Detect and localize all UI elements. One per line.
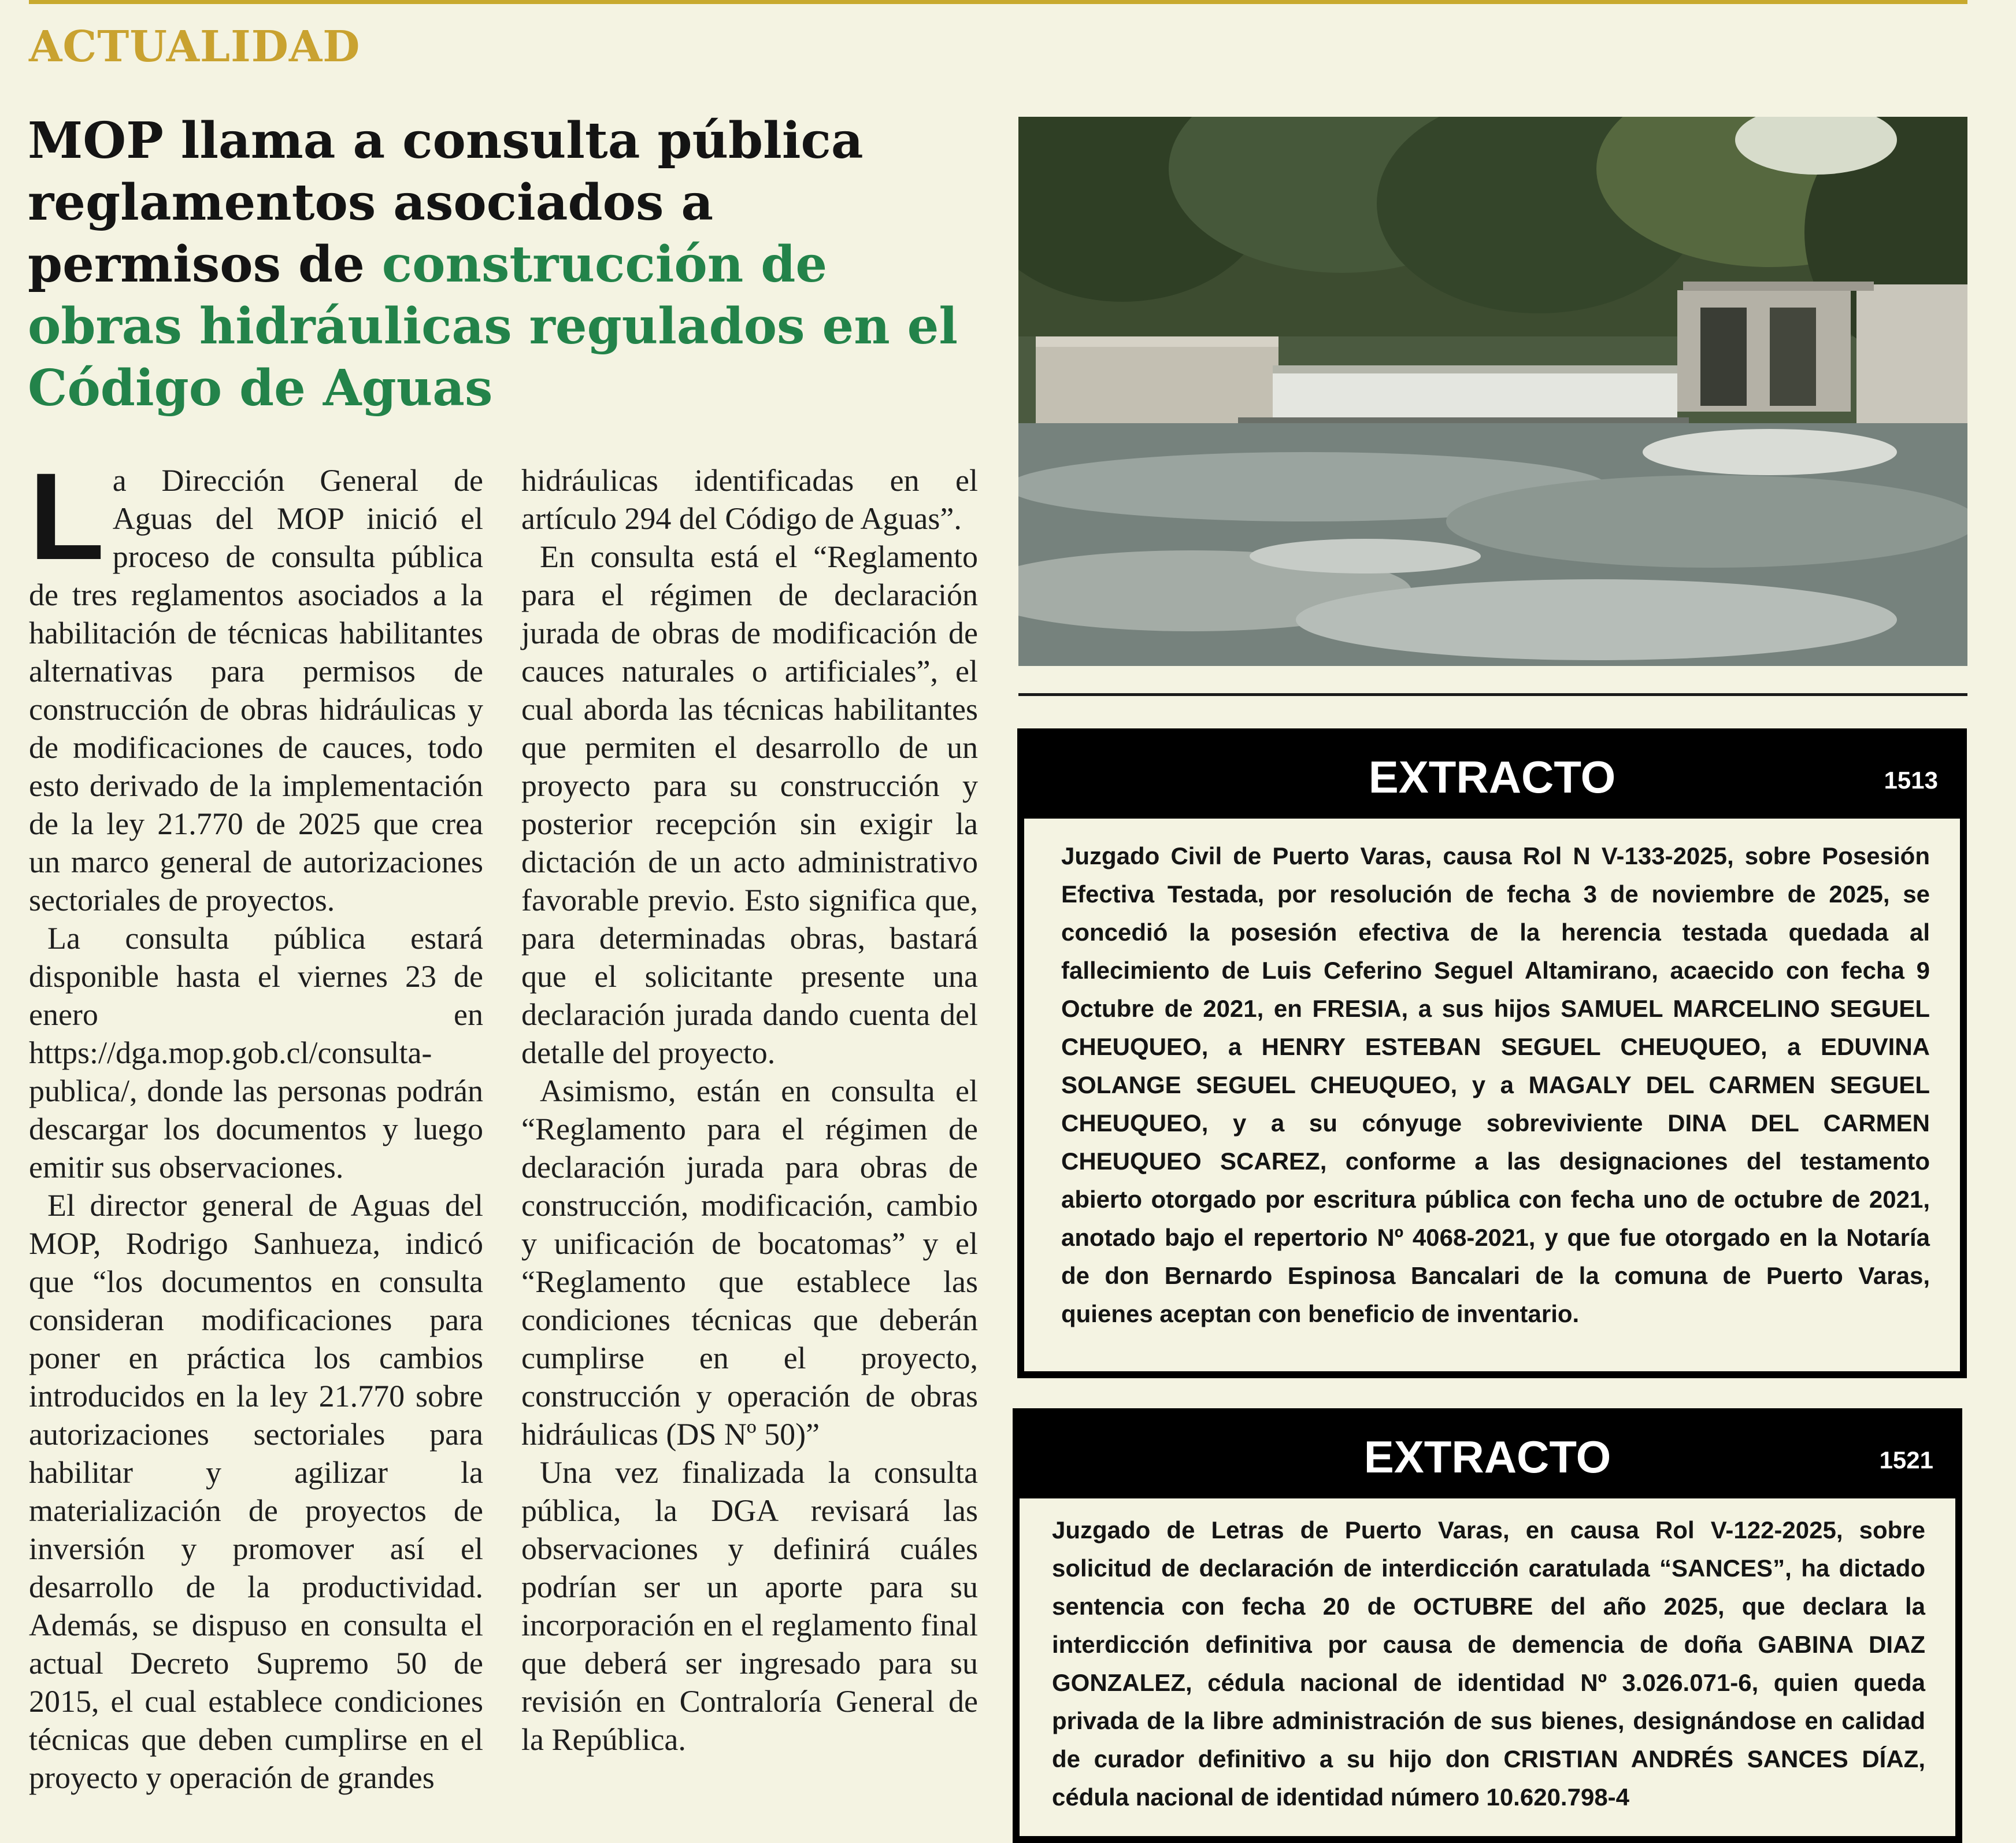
extracto-number: 1521 [1879, 1446, 1933, 1474]
article-paragraph: El director general de Aguas del MOP, Rodrigo Sanhueza, indicó que “los documentos en consulta consideran modificaciones para poner en práctica los cambios introducidos en la ley 21.770 sobre autorizaciones sectoriales para habilitar y agilizar la materialización de proyectos de inversión y promover así el desarrollo de la productividad. Además, se dispuso en consulta el actual Decreto Supremo 50 de 2015, el cual establece condiciones técnicas que deben cumplirse en el proyecto y operación de grandes [29, 1188, 483, 1795]
extracto-title: EXTRACTO [1363, 1431, 1611, 1482]
section-label: ACTUALIDAD [29, 22, 361, 72]
drop-cap: L [29, 447, 105, 586]
extracto-number: 1513 [1884, 767, 1938, 794]
extracto-text: Juzgado de Letras de Puerto Varas, en causa Rol V-122-2025, sobre solicitud de declaración de interdicción caratulada “SANCES”, ha dictado sentencia con fecha 20 de OCTUBRE del año 2025, que declara la interdicción definitiva por causa de demencia de doña GABINA DIAZ GONZALEZ, cédula nacional de identidad Nº 3.026.071-6, quien queda privada de la libre administración de sus bienes, designándose en calidad de curador definitivo a su hijo don CRISTIAN ANDRÉS SANCES DÍAZ, cédula nacional de identidad número 10.620.798-4 [1052, 1516, 1925, 1811]
extracto-text: Juzgado Civil de Puerto Varas, causa Rol N V-133-2025, sobre Posesión Efectiva Testada, por resolución de fecha 3 de noviembre de 2025, se concedió la posesión efectiva de la herencia testada quedada al fallecimiento de Luis Ceferino Seguel Altamirano, acaecido con fecha 9 Octubre de 2021, en FRESIA, a sus hijos SAMUEL MARCELINO SEGUEL CHEUQUEO, a HENRY ESTEBAN SEGUEL CHEUQUEO, a EDUVINA SOLANGE SEGUEL CHEUQUEO, y a MAGALY DEL CARMEN SEGUEL CHEUQUEO, y a su cónyuge sobreviviente DINA DEL CARMEN CHEUQUEO SCAREZ, conforme a las designaciones del testamento abierto otorgado por escritura pública con fecha uno de octubre de 2021, anotado bajo el repertorio Nº 4068-2021, y que fue otorgado en la Notaría de don Bernardo Espinosa Bancalari de la comuna de Puerto Varas, quienes aceptan con beneficio de inventario. [1061, 842, 1930, 1327]
weir-photo-illustration [1018, 117, 1967, 666]
headline-dark: MOP llama a consulta pública reglamentos asociados a permisos de [28, 112, 864, 294]
article-paragraph: Asimismo, están en consulta el “Reglamento para el régimen de declaración jurada para obras de construcción, modificación, cambio y unificación de bocatomas” y el “Reglamento que establece las condiciones técnicas que deberán cumplirse en el proyecto, construcción y operación de obras hidráulicas (DS Nº 50)” [521, 1074, 978, 1452]
article-column-2 [521, 461, 978, 1759]
article-paragraph: Una vez finalizada la consulta pública, la DGA revisará las observaciones y definirá cuáles podrían ser un aporte para su incorporación en el reglamento final que deberá ser ingresado para su revisión en Contraloría General de la República. [521, 1455, 978, 1757]
top-rule [29, 0, 1967, 4]
article-paragraph: En consulta está el “Reglamento para el régimen de declaración jurada de obras de modificación de cauces naturales o artificiales”, el cual aborda las técnicas habilitantes que permiten el desarrollo de un proyecto para su construcción y posterior recepción sin exigir la dictación de un acto administrativo favorable previo. Esto significa que, para determinadas obras, bastará que el solicitante presente una declaración jurada dando cuenta del detalle del proyecto. [521, 539, 978, 1070]
extracto-box [1017, 728, 1967, 1378]
column-divider [1018, 693, 1967, 696]
article-paragraph: hidráulicas identificadas en el artículo 294 del Código de Aguas”. [521, 463, 978, 536]
weir-photo [1018, 117, 1967, 666]
article-paragraph: La consulta pública estará disponible hasta el viernes 23 de enero en https://dga.mop.gob.cl/consulta-publica/, donde las personas podrán descargar los documentos y luego emitir sus observaciones. [29, 921, 483, 1185]
article-paragraph: a Dirección General de Aguas del MOP inició el proceso de consulta pública de tres reglamentos asociados a la habilitación de técnicas habilitantes alternativas para permisos de construcción de obras hidráulicas y de modificaciones de cauces, todo esto derivado de la implementación de la ley 21.770 de 2025 que crea un marco general de autorizaciones sectoriales de proyectos. [29, 463, 483, 917]
headline-green: construcción de obras hidráulicas regulados en el Código de Aguas [28, 235, 958, 417]
headline [28, 110, 976, 419]
extracto-header [1020, 1415, 1955, 1498]
article-column-1 [29, 447, 483, 1797]
extracto-box [1013, 1408, 1962, 1843]
extracto-header [1024, 735, 1960, 819]
extracto-title: EXTRACTO [1368, 752, 1616, 802]
